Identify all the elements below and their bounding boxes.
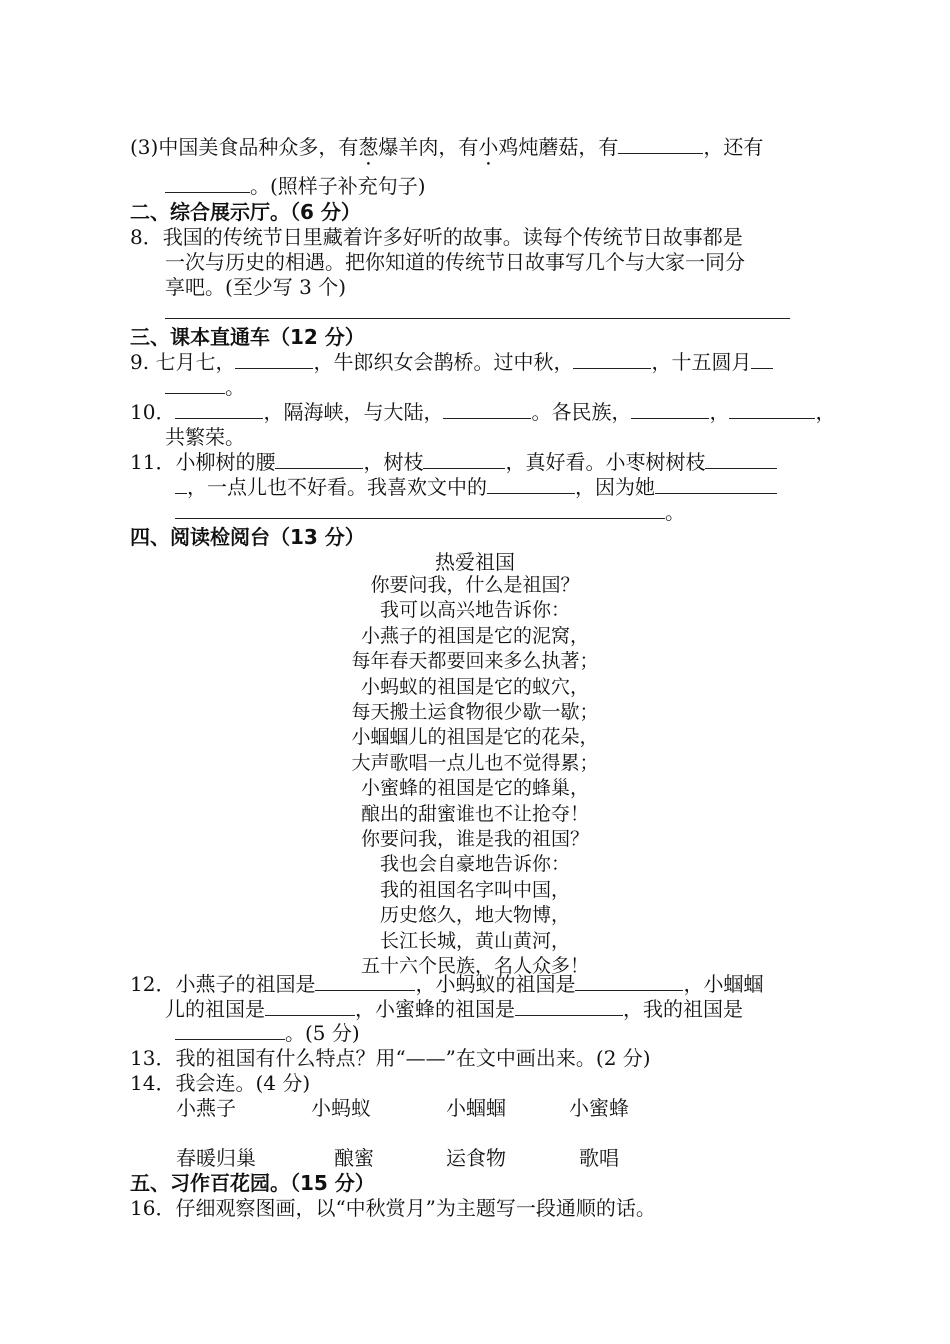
q11-blank-5a[interactable] <box>655 475 777 494</box>
q10-blank-3[interactable] <box>631 400 709 419</box>
q12-end: 。(5 分) <box>285 1021 360 1045</box>
poem-line: 历史悠久，地大物博， <box>379 904 570 927</box>
q9-end: 。 <box>225 375 245 399</box>
q10-text-b: ，隔海峡，与大陆， <box>263 400 444 424</box>
q12-text-c: ，小蝈蝈 <box>683 972 764 996</box>
q11-line3 <box>175 500 685 524</box>
q12-line1 <box>130 972 763 996</box>
q3-dot-char-1: 葱 <box>358 135 379 159</box>
q8-line2: 一次与历史的相遇。把你知道的传统节日故事写几个与大家一同分 <box>165 250 745 274</box>
q11-blank-1[interactable] <box>275 450 363 469</box>
q11-blank-2[interactable] <box>423 450 505 469</box>
q8-line1: 8．我国的传统节日里藏着许多好听的故事。读每个传统节日故事都是 <box>130 225 743 249</box>
q9-text-a: 9. 七月七， <box>130 350 236 374</box>
q3-line1 <box>130 135 763 159</box>
q11-text-a: 11．小柳树的腰 <box>130 450 276 474</box>
poem-body <box>0 573 950 980</box>
q11-text-e: ，因为她 <box>575 475 655 499</box>
section2-heading: 二、综合展示厅。（6 分） <box>130 200 361 224</box>
q9-blank-2[interactable] <box>573 350 651 369</box>
q3-end: 。(照样子补充句子) <box>250 174 426 198</box>
q10-line1 <box>130 400 835 424</box>
q11-text-b: ，树枝 <box>363 450 424 474</box>
q14-text: 14．我会连。(4 分) <box>130 1071 311 1095</box>
match-top-3[interactable]: 小蝈蝈 <box>446 1096 506 1120</box>
poem-line: 你要问我，什么是祖国？ <box>370 574 580 596</box>
poem-line: 小蝈蝈儿的祖国是它的花朵， <box>351 726 599 749</box>
poem-line: 我可以高兴地告诉你： <box>379 599 570 622</box>
q10-text-d: ， <box>709 400 730 424</box>
q11-blank-5b[interactable] <box>175 500 665 519</box>
match-bottom-4[interactable]: 歌唱 <box>579 1146 619 1170</box>
q9-text-c: ，十五圆月 <box>651 350 752 374</box>
poem-line: 我也会自豪地告诉你： <box>379 853 570 876</box>
q3-mid-1: 爆羊肉，有 <box>378 135 479 159</box>
q3-blank-1[interactable] <box>618 135 703 154</box>
section4-heading: 四、阅读检阅台（13 分） <box>130 525 365 549</box>
q12-line2 <box>165 997 743 1021</box>
q3-line2 <box>165 174 426 198</box>
q10-blank-4[interactable] <box>729 400 815 419</box>
poem-line: 每天搬土运食物很少歇一歇； <box>351 701 599 724</box>
q9-blank-1[interactable] <box>235 350 313 369</box>
q9-blank-3a[interactable] <box>751 350 773 369</box>
poem-line: 你要问我，谁是我的祖国？ <box>360 828 589 851</box>
poem-line: 我的祖国名字叫中国， <box>379 878 570 901</box>
q9-blank-3b[interactable] <box>165 375 225 394</box>
q10-text-e: ， <box>815 400 836 424</box>
q3-prefix: (3)中国美食品种众多，有 <box>130 135 359 159</box>
q10-blank-2[interactable] <box>443 400 531 419</box>
q3-blank-2[interactable] <box>165 174 250 193</box>
q12-blank-2[interactable] <box>575 972 683 991</box>
poem-line: 大声歌唱一点儿也不觉得累； <box>351 751 599 774</box>
q11-end: 。 <box>665 500 685 524</box>
q11-blank-4[interactable] <box>487 475 575 494</box>
q10-blank-1[interactable] <box>175 400 263 419</box>
q10-text-a: 10． <box>130 400 176 424</box>
q16-text: 16．仔细观察图画，以“中秋赏月”为主题写一段通顺的话。 <box>130 1196 656 1220</box>
q12-blank-1[interactable] <box>315 972 415 991</box>
poem-line: 每年春天都要回来多么执著； <box>351 650 599 673</box>
q10-line2: 共繁荣。 <box>165 425 245 449</box>
q3-mid-2: 鸡炖蘑菇，有 <box>498 135 619 159</box>
match-bottom-1[interactable]: 春暖归巢 <box>176 1146 256 1170</box>
q8-answer-line[interactable] <box>165 318 790 319</box>
q12-text-f: ，我的祖国是 <box>623 997 743 1021</box>
q12-text-d: 儿的祖国是 <box>165 997 265 1021</box>
match-top-1[interactable]: 小燕子 <box>176 1096 236 1120</box>
match-bottom-3[interactable]: 运食物 <box>446 1146 506 1170</box>
match-bottom-2[interactable]: 酿蜜 <box>334 1146 374 1170</box>
poem-line: 小蚂蚁的祖国是它的蚁穴， <box>360 675 589 698</box>
q9-line2 <box>165 375 245 399</box>
q13-text: 13．我的祖国有什么特点？用“——”在文中画出来。(2 分) <box>130 1046 651 1070</box>
q11-blank-3b[interactable] <box>175 475 187 494</box>
q9-text-b: ，牛郎织女会鹊桥。过中秋， <box>313 350 574 374</box>
q12-text-a: 12．小燕子的祖国是 <box>130 972 316 996</box>
q3-dot-char-2: 小 <box>478 135 499 159</box>
q8-line3: 享吧。(至少写 3 个) <box>165 275 347 299</box>
section3-heading: 三、课本直通车（12 分） <box>130 325 365 349</box>
poem-line: 小蜜蜂的祖国是它的蜂巢， <box>360 777 589 800</box>
q11-text-c: ，真好看。小枣树树枝 <box>505 450 706 474</box>
q12-line3 <box>175 1021 360 1045</box>
q12-blank-5[interactable] <box>175 1021 285 1040</box>
poem-line: 酿出的甜蜜谁也不让抢夺！ <box>360 802 589 825</box>
q11-blank-3a[interactable] <box>705 450 777 469</box>
poem-line: 五十六个民族，名人众多！ <box>360 955 589 978</box>
poem-line: 长江长城，黄山黄河， <box>379 929 570 952</box>
poem-line: 小燕子的祖国是它的泥窝， <box>360 624 589 647</box>
q12-blank-4[interactable] <box>515 997 623 1016</box>
q11-text-d: ，一点儿也不好看。我喜欢文中的 <box>187 475 487 499</box>
q9-line1 <box>130 350 773 374</box>
q10-text-c: 。各民族， <box>531 400 632 424</box>
q11-line2 <box>175 475 777 499</box>
q3-after-blank: ，还有 <box>703 135 764 159</box>
match-top-4[interactable]: 小蜜蜂 <box>569 1096 629 1120</box>
q11-line1 <box>130 450 777 474</box>
match-top-2[interactable]: 小蚂蚁 <box>311 1096 371 1120</box>
q12-text-b: ，小蚂蚁的祖国是 <box>415 972 576 996</box>
section5-heading: 五、习作百花园。（15 分） <box>130 1171 375 1195</box>
q12-blank-3[interactable] <box>265 997 355 1016</box>
q12-text-e: ，小蜜蜂的祖国是 <box>355 997 515 1021</box>
poem-title: 热爱祖国 <box>435 550 515 574</box>
